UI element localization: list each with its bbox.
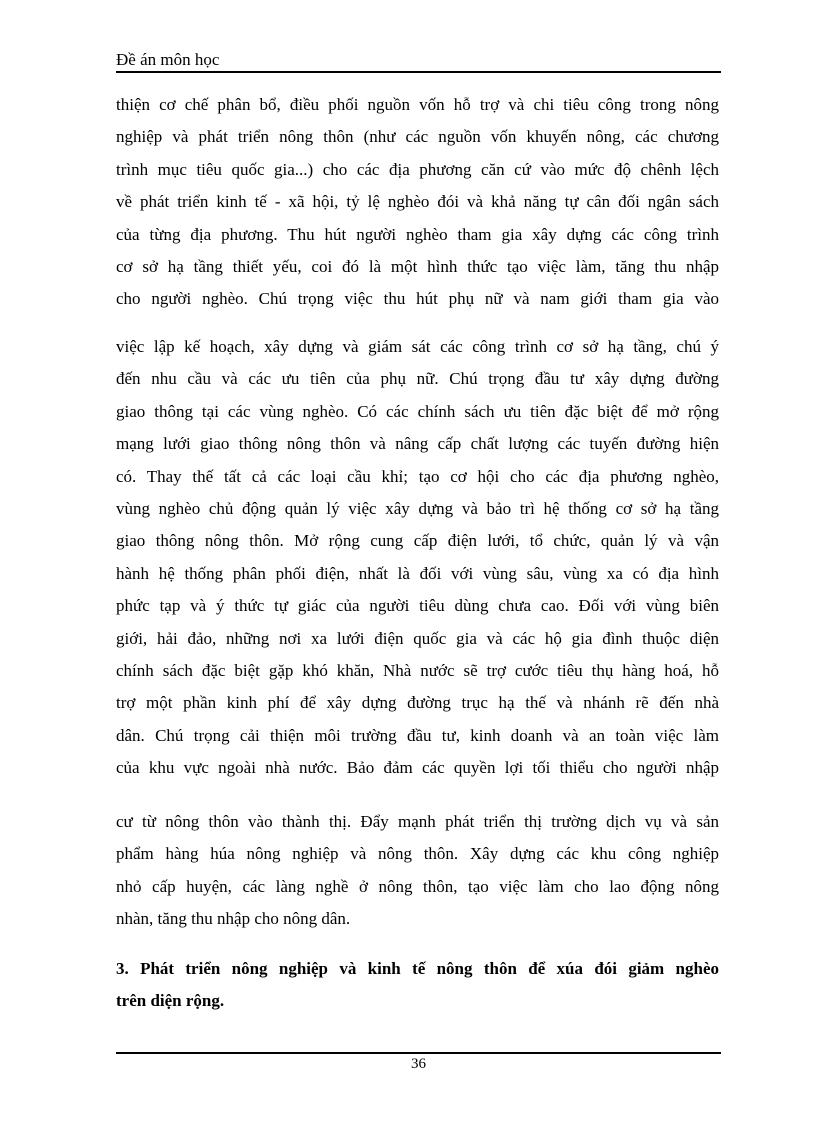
section-heading bbox=[116, 953, 719, 1017]
header-divider bbox=[116, 71, 721, 73]
text-line: cư từ nông thôn vào thành thị. Đẩy mạnh phát triển thị trường dịch vụ và sản bbox=[116, 812, 719, 831]
text-line: trợ một phần kinh phí để xây dựng đường trục hạ thế và nhánh rẽ đến nhà bbox=[116, 693, 719, 713]
heading-line: 3. Phát triển nông nghiệp và kinh tế nông thôn để xúa đói giảm nghèo bbox=[116, 959, 719, 978]
text-line: về phát triển kinh tế - xã hội, tỷ lệ nghèo đói và khả năng tự cân đối ngân sách bbox=[116, 192, 719, 212]
text-line: phẩm hàng húa nông nghiệp và nông thôn. Xây dựng các khu công nghiệp bbox=[116, 844, 719, 864]
text-line: giao thông tại các vùng nghèo. Có các chính sách ưu tiên đặc biệt để mở rộng bbox=[116, 401, 719, 421]
text-line: giới, hải đảo, những nơi xa lưới điện quốc gia và các hộ gia đình thuộc diện bbox=[116, 628, 719, 648]
text-line: giao thông nông thôn. Mở rộng cung cấp điện lưới, tổ chức, quản lý và vận bbox=[116, 531, 719, 551]
text-line: cho người nghèo. Chú trọng việc thu hút phụ nữ và nam giới tham gia vào bbox=[116, 289, 719, 309]
text-line: hành hệ thống phân phối điện, nhất là đối với vùng sâu, vùng xa có địa hình bbox=[116, 563, 719, 583]
text-line: đến nhu cầu và các ưu tiên của phụ nữ. Chú trọng đầu tư xây dựng đường bbox=[116, 369, 719, 389]
heading-line: trên diện rộng. bbox=[116, 991, 225, 1010]
text-line: mạng lưới giao thông nông thôn và nâng cấp chất lượng các tuyến đường hiện bbox=[116, 434, 719, 454]
text-line: cơ sở hạ tầng thiết yếu, coi đó là một hình thức tạo việc làm, tăng thu nhập bbox=[116, 257, 719, 277]
paragraph-1 bbox=[116, 89, 719, 316]
paragraph-3 bbox=[116, 806, 719, 936]
text-line: phức tạp và ý thức tự giác của người tiêu dùng chưa cao. Đối với vùng biên bbox=[116, 596, 719, 616]
text-line: nhỏ cấp huyện, các làng nghề ở nông thôn, tạo việc làm cho lao động nông bbox=[116, 876, 719, 896]
page-header-title: Đề án môn học bbox=[116, 50, 220, 69]
paragraph-2 bbox=[116, 331, 719, 785]
text-line: vùng nghèo chủ động quản lý việc xây dựng và bảo trì hệ thống cơ sở hạ tầng bbox=[116, 499, 719, 519]
text-line: thiện cơ chế phân bổ, điều phối nguồn vốn hỗ trợ và chi tiêu công trong nông bbox=[116, 95, 719, 114]
text-line: dân. Chú trọng cải thiện môi trường đầu tư, kinh doanh và an toàn việc làm bbox=[116, 725, 719, 745]
footer-divider bbox=[116, 1052, 721, 1054]
text-line: của khu vực ngoài nhà nước. Bảo đảm các quyền lợi tối thiểu cho người nhập bbox=[116, 758, 719, 778]
text-line: chính sách đặc biệt gặp khó khăn, Nhà nước sẽ trợ cước tiêu thụ hàng hoá, hỗ bbox=[116, 661, 719, 681]
text-line: trình mục tiêu quốc gia...) cho các địa phương căn cứ vào mức độ chênh lệch bbox=[116, 159, 719, 179]
text-line: của từng địa phương. Thu hút người nghèo tham gia xây dựng các công trình bbox=[116, 224, 719, 244]
text-line: nghiệp và phát triển nông thôn (như các nguồn vốn khuyến nông, các chương bbox=[116, 127, 719, 147]
text-line: việc lập kế hoạch, xây dựng và giám sát các công trình cơ sở hạ tầng, chú ý bbox=[116, 337, 719, 356]
text-line: nhàn, tăng thu nhập cho nông dân. bbox=[116, 909, 351, 929]
page-number: 36 bbox=[411, 1056, 426, 1072]
text-line: có. Thay thế tất cả các loại cầu khỉ; tạo cơ hội cho các địa phương nghèo, bbox=[116, 466, 719, 486]
